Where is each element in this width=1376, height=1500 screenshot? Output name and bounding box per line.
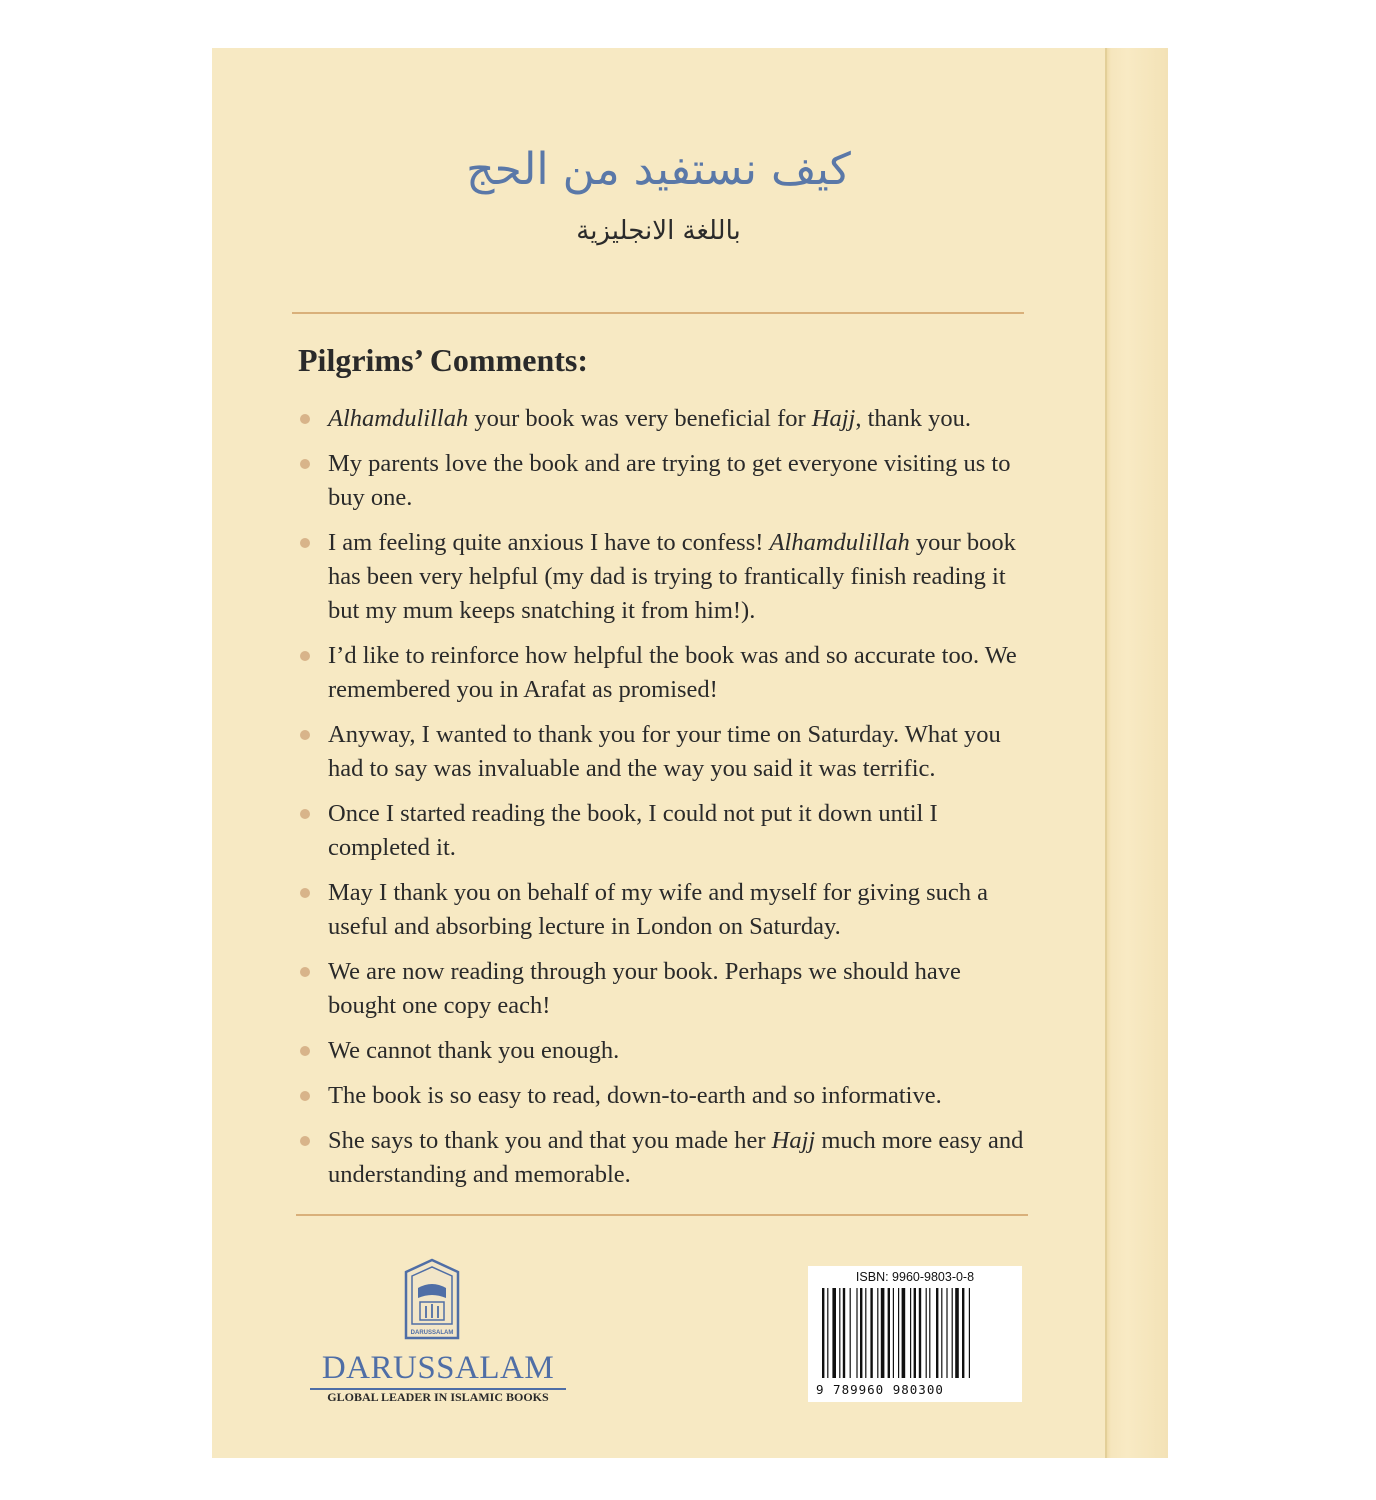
- comment-item: [300, 1124, 1026, 1192]
- barcode-bar: [870, 1288, 872, 1378]
- comment-text: I am feeling quite anxious I have to confess!: [328, 529, 770, 556]
- publisher-logo: [304, 1254, 572, 1404]
- bullet-icon: [300, 1091, 310, 1101]
- comment-italic-text: Alhamdulillah: [328, 405, 469, 432]
- bullet-icon: [300, 651, 310, 661]
- arabic-subtitle: باللغة الانجليزية: [576, 216, 741, 246]
- barcode-bar: [888, 1288, 890, 1378]
- barcode-bar: [952, 1288, 953, 1378]
- barcode-bar: [822, 1288, 824, 1378]
- comment-item: [300, 1034, 1026, 1068]
- barcode-bar: [969, 1288, 970, 1378]
- barcode-bar: [926, 1288, 927, 1378]
- bottom-divider: [296, 1214, 1028, 1216]
- barcode-bar: [962, 1288, 964, 1378]
- publisher-tagline: GLOBAL LEADER IN ISLAMIC BOOKS: [327, 1390, 549, 1404]
- comment-item: [300, 447, 1026, 515]
- comment-text: May I thank you on behalf of my wife and myself for giving such a useful and absorbing lecture in London on Saturday.: [328, 879, 988, 940]
- barcode-bar: [929, 1288, 930, 1378]
- barcode-bar: [941, 1288, 942, 1378]
- bullet-icon: [300, 538, 310, 548]
- comment-italic-text: Hajj: [811, 405, 856, 432]
- comment-text: The book is so easy to read, down-to-earth and so informative.: [328, 1082, 942, 1109]
- comment-item: [300, 639, 1026, 707]
- comment-text: Once I started reading the book, I could not put it down until I completed it.: [328, 800, 938, 861]
- barcode-bar: [843, 1288, 845, 1378]
- comment-item: [300, 1079, 1026, 1113]
- comment-text: She says to thank you and that you made her: [328, 1127, 772, 1154]
- barcode-bar: [881, 1288, 885, 1378]
- bullet-icon: [300, 1136, 310, 1146]
- barcode-bar: [902, 1288, 906, 1378]
- barcode-bar: [955, 1288, 959, 1378]
- barcode-label: [808, 1266, 1022, 1402]
- badge-text: DARUSSALAM: [410, 1330, 454, 1336]
- barcode-bar: [936, 1288, 938, 1378]
- isbn-text: ISBN: 9960-9803-0-8: [855, 1270, 975, 1284]
- barcode-icon: [820, 1288, 1010, 1380]
- barcode-bar: [914, 1288, 916, 1378]
- barcode-digits: 9 789960 980300: [816, 1382, 944, 1397]
- barcode-bar: [832, 1288, 836, 1378]
- publisher-name: DARUSSALAM: [321, 1350, 555, 1386]
- barcode-bar: [946, 1288, 947, 1378]
- bullet-icon: [300, 809, 310, 819]
- bullet-icon: [300, 414, 310, 424]
- comment-text: much more easy and understanding and memorable.: [328, 1127, 1024, 1188]
- comment-text: My parents love the book and are trying to get everyone visiting us to buy one.: [328, 450, 1011, 511]
- comment-text: , thank you.: [855, 405, 972, 432]
- bullet-icon: [300, 888, 310, 898]
- barcode-bar: [893, 1288, 894, 1378]
- top-divider: [292, 312, 1024, 314]
- comment-item: [300, 876, 1026, 944]
- bullet-icon: [300, 459, 310, 469]
- comment-item: [300, 402, 1026, 436]
- barcode-bar: [877, 1288, 878, 1378]
- barcode-bar: [827, 1288, 828, 1378]
- comments-list: [300, 402, 1026, 1203]
- comment-text: We are now reading through your book. Perhaps we should have bought one copy each!: [328, 958, 961, 1019]
- comment-text: I’d like to reinforce how helpful the book was and so accurate too. We remembered you in Arafat as promised!: [328, 642, 1017, 703]
- comment-italic-text: Alhamdulillah: [769, 529, 910, 556]
- barcode-bar: [860, 1288, 862, 1378]
- comment-item: [300, 526, 1026, 628]
- comment-item: [300, 718, 1026, 786]
- comment-text: We cannot thank you enough.: [328, 1037, 620, 1064]
- barcode-bar: [839, 1288, 840, 1378]
- comment-text: Anyway, I wanted to thank you for your time on Saturday. What you had to say was invaluable and the way you said it was terrific.: [328, 721, 1001, 782]
- comment-text: your book was very beneficial for: [468, 405, 812, 432]
- bullet-icon: [300, 1046, 310, 1056]
- barcode-bar: [865, 1288, 866, 1378]
- publisher-badge-icon: [404, 1258, 460, 1340]
- barcode-bar: [856, 1288, 857, 1378]
- barcode-bar: [898, 1288, 899, 1378]
- comment-item: [300, 797, 1026, 865]
- comment-item: [300, 955, 1026, 1023]
- book-spine: [1105, 48, 1168, 1458]
- arabic-title: كيف نستفيد من الحج: [466, 144, 851, 195]
- book-back-cover: [212, 48, 1166, 1458]
- barcode-bar: [910, 1288, 911, 1378]
- comment-italic-text: Hajj: [771, 1127, 816, 1154]
- comment-text: your book has been very helpful (my dad is trying to frantically finish reading it but my mum keeps snatching it from him!).: [328, 529, 1016, 624]
- barcode-bar: [850, 1288, 851, 1378]
- bullet-icon: [300, 967, 310, 977]
- bullet-icon: [300, 730, 310, 740]
- barcode-bar: [919, 1288, 921, 1378]
- section-heading: Pilgrims’ Comments:: [298, 342, 588, 378]
